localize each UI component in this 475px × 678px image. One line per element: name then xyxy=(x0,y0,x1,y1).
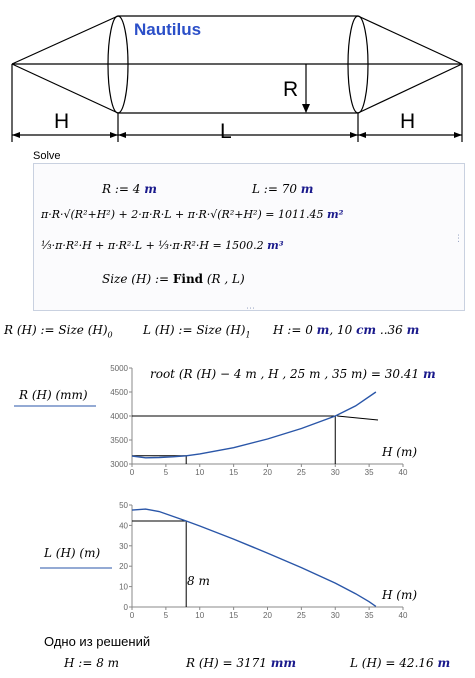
lh-definition[interactable] xyxy=(143,323,251,339)
r-chart-series-line xyxy=(132,392,376,458)
diagram-title: Nautilus xyxy=(134,20,202,39)
find-args: (R , L) xyxy=(203,272,245,286)
h-range-unit-1: m xyxy=(316,323,330,337)
root-expression[interactable] xyxy=(150,367,436,381)
l-chart-x-tick-label: 30 xyxy=(330,611,340,620)
h-range-a: H := 0 xyxy=(273,323,317,337)
summary-heading: Одно из решений xyxy=(44,634,151,649)
h-range-c: ..36 xyxy=(376,323,407,337)
surface-area-equation[interactable] xyxy=(41,208,343,221)
volume-equation[interactable] xyxy=(41,239,284,252)
root-expression-text: root (R (H) − 4 m , H , 25 m , 35 m) = 30.41 xyxy=(150,367,420,381)
summary-r-unit: mm xyxy=(270,656,297,670)
diagram-label-r: R xyxy=(283,78,299,101)
diagram-label-h-right: H xyxy=(400,110,416,133)
r-chart-y-axis-label: R (H) (mm) xyxy=(19,388,88,402)
block-resize-bottom[interactable]: ⋯ xyxy=(246,304,255,314)
l-chart-y-axis-label: L (H) (m) xyxy=(44,546,101,560)
summary-r-text: R (H) = 3171 xyxy=(186,656,267,670)
h-range-definition[interactable] xyxy=(273,323,419,337)
l-definition[interactable] xyxy=(252,182,314,196)
r-chart-y-tick-label: 4500 xyxy=(110,388,128,397)
summary-h[interactable] xyxy=(64,656,119,670)
summary-l-unit: m xyxy=(437,656,451,670)
lh-definition-text: L (H) := Size (H) xyxy=(143,323,246,337)
l-chart-x-tick-label: 35 xyxy=(364,611,374,620)
l-chart-x-tick-label: 5 xyxy=(163,611,169,620)
find-statement[interactable] xyxy=(102,272,245,286)
solve-block[interactable] xyxy=(33,163,465,314)
r-definition[interactable] xyxy=(102,182,157,196)
rh-index: 0 xyxy=(107,330,113,340)
l-chart-x-tick-label: 25 xyxy=(296,611,306,620)
r-chart-x-tick-label: 0 xyxy=(129,468,135,477)
l-chart-y-tick-label: 50 xyxy=(119,501,128,510)
r-chart-x-tick-label: 30 xyxy=(330,468,340,477)
l-chart-marker-label: 8 m xyxy=(187,574,210,588)
diagram-label-h-left: H xyxy=(54,110,70,133)
r-chart-x-tick-label: 35 xyxy=(364,468,374,477)
surface-area-text: π·R·√(R²+H²) + 2·π·R·L + π·R·√(R²+H²) = 1011.45 xyxy=(41,208,324,221)
r-chart-y-tick-label: 4000 xyxy=(110,412,128,421)
r-chart-y-tick-label: 3000 xyxy=(110,460,128,469)
l-chart-series-line xyxy=(132,509,376,606)
summary-r[interactable] xyxy=(186,656,296,670)
r-chart-x-tick-label: 25 xyxy=(296,468,306,477)
r-chart-x-tick-label: 40 xyxy=(398,468,408,477)
l-chart-x-tick-label: 10 xyxy=(195,611,205,620)
l-definition-text: L := 70 xyxy=(252,182,297,196)
h-range-unit-3: m xyxy=(406,323,420,337)
l-chart-y-tick-label: 40 xyxy=(119,521,128,531)
l-chart-guide-line xyxy=(132,521,186,607)
volume-unit: m³ xyxy=(267,239,284,252)
summary-h-text: H := 8 xyxy=(64,656,104,670)
rh-definition-text: R (H) := Size (H) xyxy=(4,323,108,337)
r-chart-y-tick-label: 5000 xyxy=(110,364,128,373)
r-chart-x-tick-label: 5 xyxy=(163,468,169,477)
r-chart-x-tick-label: 15 xyxy=(229,468,239,477)
l-chart-y-tick-label: 30 xyxy=(119,541,128,551)
l-chart-y-tick-label: 0 xyxy=(123,603,128,612)
l-chart-y-tick-label: 20 xyxy=(119,562,128,572)
h-range-unit-2: cm xyxy=(356,323,377,337)
root-pointer-line xyxy=(337,416,378,420)
summary-h-unit: m xyxy=(107,656,120,670)
block-resize-right[interactable]: ⋮ xyxy=(454,234,463,244)
l-chart-x-tick-label: 15 xyxy=(229,611,239,620)
l-definition-unit: m xyxy=(300,182,314,196)
r-definition-text: R := 4 xyxy=(102,182,141,196)
solve-label: Solve xyxy=(33,150,61,162)
l-chart-x-tick-label: 40 xyxy=(398,611,408,620)
r-definition-unit: m xyxy=(144,182,157,196)
surface-area-unit: m² xyxy=(326,208,344,221)
summary-l-text: L (H) = 42.16 xyxy=(350,656,434,670)
l-chart-x-tick-label: 0 xyxy=(129,611,135,620)
volume-text: ⅓·π·R²·H + π·R²·L + ⅓·π·R²·H = 1500.2 xyxy=(41,239,264,252)
r-chart-x-tick-label: 20 xyxy=(263,468,272,477)
find-lhs: Size (H) := xyxy=(102,272,173,286)
summary-l[interactable] xyxy=(350,656,450,670)
l-chart-x-tick-label: 20 xyxy=(263,611,272,620)
r-chart-x-axis-label: H (m) xyxy=(382,445,418,459)
rh-definition[interactable] xyxy=(4,323,113,339)
diagram-label-l: L xyxy=(220,120,232,143)
l-chart-y-tick-label: 10 xyxy=(119,582,128,592)
find-function: Find xyxy=(172,272,204,286)
root-expression-unit: m xyxy=(422,367,436,381)
lh-index: 1 xyxy=(245,330,251,340)
r-chart-y-tick-label: 3500 xyxy=(110,436,128,445)
l-of-h-chart[interactable] xyxy=(0,495,475,625)
l-chart-x-axis-label: H (m) xyxy=(382,588,418,602)
r-chart-x-tick-label: 10 xyxy=(195,468,205,477)
h-range-b: , 10 xyxy=(329,323,357,337)
